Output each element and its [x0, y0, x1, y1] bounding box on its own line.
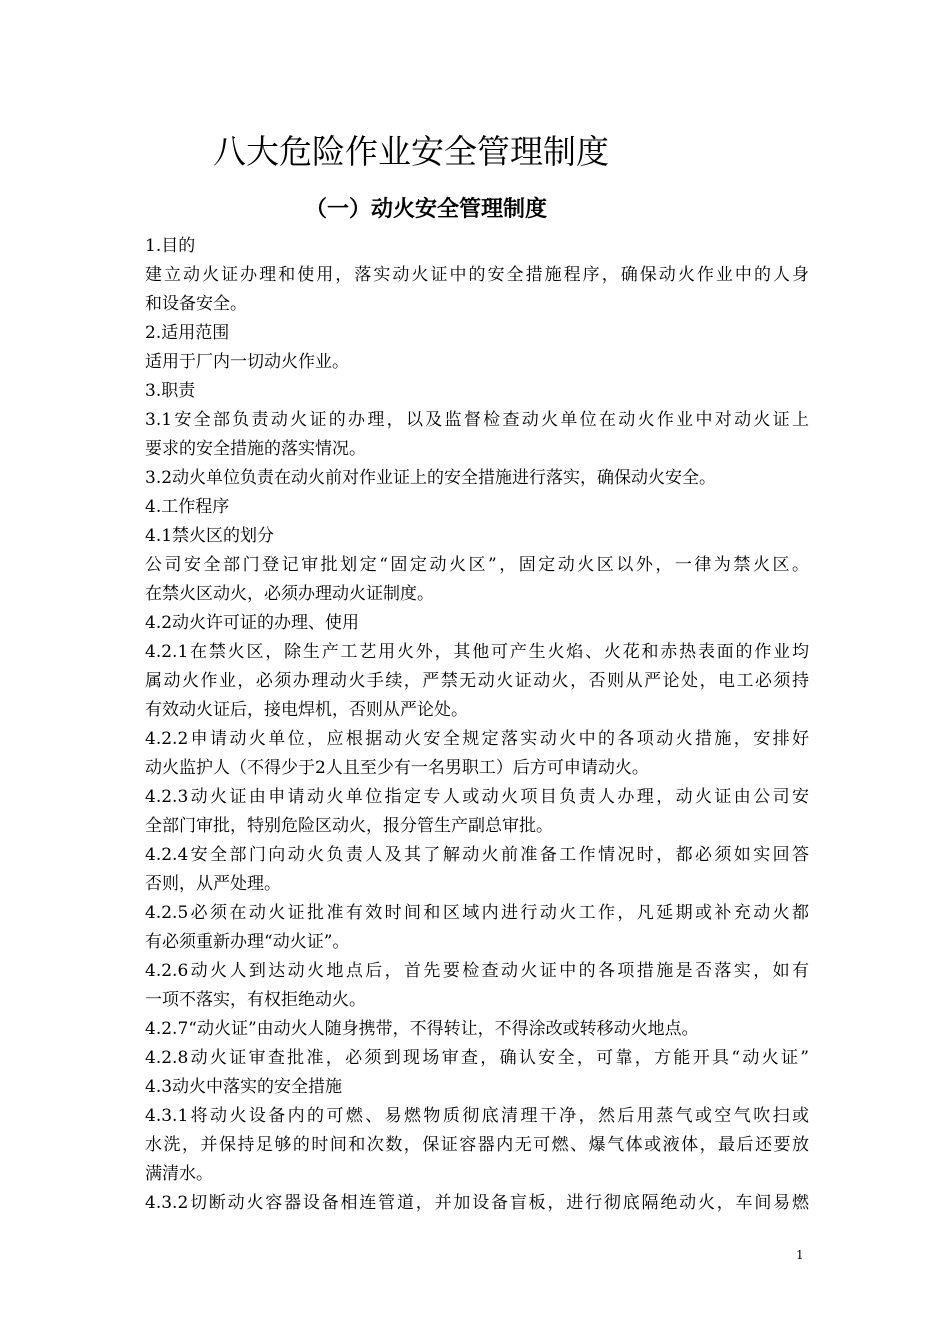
text-line: 全部门审批，特别危险区动火，报分管生产副总审批。 — [145, 816, 553, 836]
text-line: 动火监护人（不得少于2人且至少有一名男职工）后方可申请动火。 — [145, 758, 649, 778]
text-line: 1.目的 — [145, 236, 196, 256]
text-line: 4.2.6动火人到达动火地点后，首先要检查动火证中的各项措施是否落实，如有 — [145, 961, 809, 981]
text-line: 2.适用范围 — [145, 323, 230, 343]
section-heading: （一）动火安全管理制度 — [305, 197, 548, 222]
text-line: 否则，从严处理。 — [145, 874, 281, 894]
document-body — [145, 232, 809, 1218]
text-line: 属动火作业，必须办理动火手续，严禁无动火证动火，否则从严论处，电工必须持 — [145, 671, 809, 691]
text-line: 4.2动火许可证的办理、使用 — [145, 613, 360, 633]
text-line: 在禁火区动火，必须办理动火证制度。 — [145, 584, 434, 604]
text-line: 3.2动火单位负责在动火前对作业证上的安全措施进行落实，确保动火安全。 — [145, 468, 717, 488]
text-line: 一项不落实，有权拒绝动火。 — [145, 990, 366, 1010]
text-line: 4.2.4安全部门向动火负责人及其了解动火前准备工作情况时，都必须如实回答 — [145, 845, 809, 865]
text-line: 4.2.1在禁火区，除生产工艺用火外，其他可产生火焰、火花和赤热表面的作业均 — [145, 642, 809, 662]
page-number: 1 — [796, 1248, 804, 1262]
text-line: 和设备安全。 — [145, 294, 247, 314]
text-line: 4.2.7“动火证”由动火人随身携带，不得转让，不得涂改或转移动火地点。 — [145, 1019, 699, 1039]
text-line: 4.工作程序 — [145, 497, 230, 517]
text-line: 有必须重新办理“动火证”。 — [145, 932, 350, 952]
text-line: 适用于厂内一切动火作业。 — [145, 352, 349, 372]
text-line: 4.2.8动火证审查批准，必须到现场审查，确认安全，可靠，方能开具“动火证” — [145, 1048, 809, 1068]
text-line: 水洗，并保持足够的时间和次数，保证容器内无可燃、爆气体或液体，最后还要放 — [145, 1135, 809, 1155]
text-line: 4.1禁火区的划分 — [145, 526, 275, 546]
text-line: 4.3动火中落实的安全措施 — [145, 1077, 343, 1097]
text-line: 满清水。 — [145, 1164, 213, 1184]
text-line: 公司安全部门登记审批划定“固定动火区”，固定动火区以外，一律为禁火区。 — [145, 555, 809, 575]
text-line: 4.2.5必须在动火证批准有效时间和区域内进行动火工作，凡延期或补充动火都 — [145, 903, 809, 923]
text-line: 4.2.3动火证由申请动火单位指定专人或动火项目负责人办理，动火证由公司安 — [145, 787, 809, 807]
document-title: 八大危险作业安全管理制度 — [213, 132, 609, 171]
text-line: 建立动火证办理和使用，落实动火证中的安全措施程序，确保动火作业中的人身 — [145, 265, 809, 285]
text-line: 要求的安全措施的落实情况。 — [145, 439, 366, 459]
text-line: 4.2.2申请动火单位，应根据动火安全规定落实动火中的各项动火措施，安排好 — [145, 729, 809, 749]
text-line: 3.职责 — [145, 381, 196, 401]
text-line: 有效动火证后，接电焊机，否则从严论处。 — [145, 700, 468, 720]
text-line: 4.3.2切断动火容器设备相连管道，并加设备盲板，进行彻底隔绝动火，车间易燃 — [145, 1193, 809, 1213]
text-line: 3.1安全部负责动火证的办理，以及监督检查动火单位在动火作业中对动火证上 — [145, 410, 809, 430]
text-line: 4.3.1将动火设备内的可燃、易燃物质彻底清理干净，然后用蒸气或空气吹扫或 — [145, 1106, 809, 1126]
